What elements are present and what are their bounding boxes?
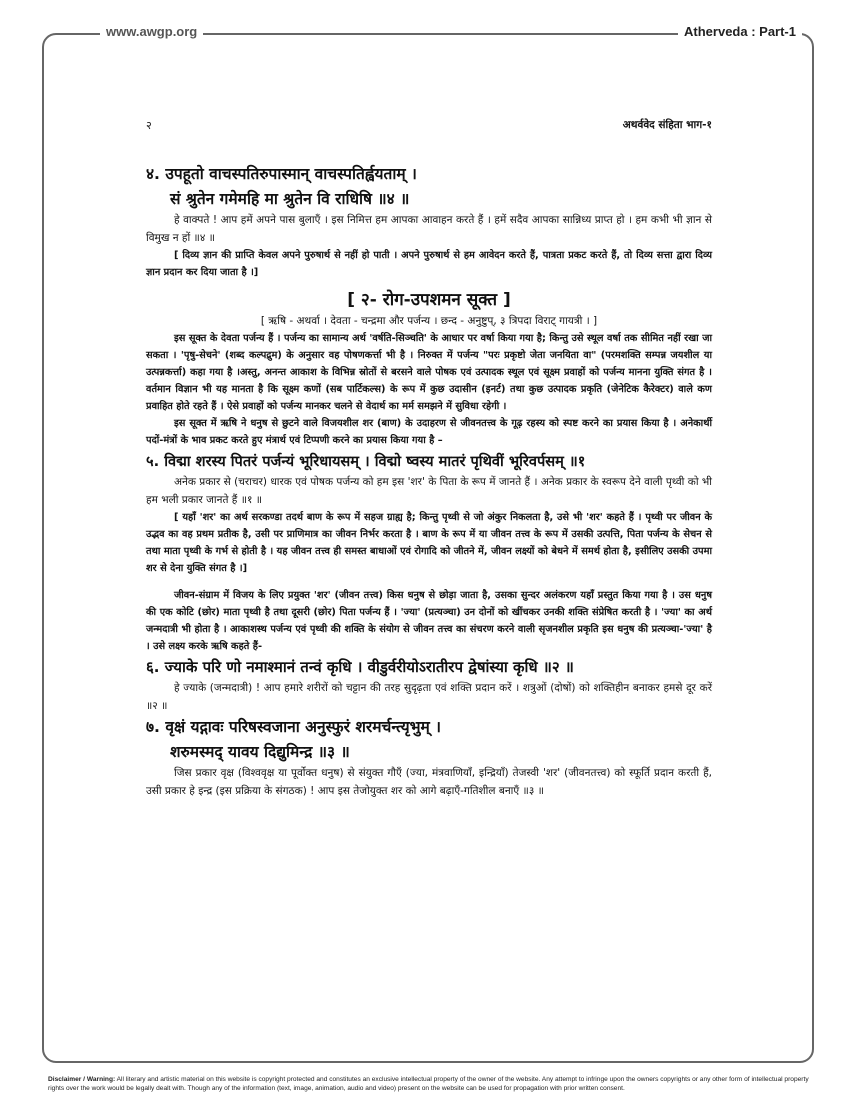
verse-1-meaning: अनेक प्रकार से (चराचर) धारक एवं पोषक पर्जन्य को हम इस 'शर' के पिता के रूप में जानते हैं । अनेक प्रकार के स्वरूप देने वाली पृथ्वी को भी हम भली प्रकार जानते हैं ॥१ ॥	[146, 476, 712, 506]
running-title: अथर्ववेद संहिता भाग-१	[622, 119, 712, 131]
book-title: Atherveda : Part-1	[678, 24, 802, 39]
sukta-intro-2: इस सूक्त में ऋषि ने धनुष से छुटने वाले विजयशील शर (बाण) के उदाहरण से जीवनतत्त्व के गूढ़ रहस्य को स्पष्ट करने का प्रयास किया है । अनेकार्थी पदों-मंत्रों के भाव प्रकट करते हुए मंत्रार्थ एवं टिप्पणी करने का प्रयास किया गया है –	[146, 418, 712, 446]
verse-2-line-1: ६. ज्याके परि णो नमाश्मानं तन्वं कृधि । वीडुर्वरीयोऽरातीरप द्वेषांस्या कृधि ॥२ ॥	[146, 658, 574, 676]
verse-3-line-2: शरुमस्मद् यावय दिद्युमिन्द्र ॥३ ॥	[170, 743, 350, 761]
verse-4-note: [ दिव्य ज्ञान की प्राप्ति केवल अपने पुरुषार्थ से नहीं हो पाती । अपने पुरुषार्थ से हम आवेदन करते हैं, पात्रता प्रकट करते हैं, तो दिव्य सत्ता द्वारा दिव्य ज्ञान प्रदान कर दिया जाता है ।]	[146, 250, 712, 278]
verse-1-paragraph: जीवन-संग्राम में विजय के लिए प्रयुक्त 'शर' (जीवन तत्त्व) किस धनुष से छोड़ा जाता है, उसका सुन्दर अलंकरण यहाँ प्रस्तुत किया गया है । उस धनुष की एक कोटि (छोर) माता पृथ्वी है तथा दूसरी (छोर) पिता पर्जन्य हैं । 'ज्या' (प्रत्यञ्चा) उन दोनों को खींचकर उनकी शक्ति संप्रेषित करती है । 'ज्या' का अर्थ जन्मदात्री भी होता है । आकाशस्थ पर्जन्य एवं पृथ्वी की शक्ति के संयोग से जीवन तत्त्व का संचरण करने वाली सृजनशील प्रकृति इस धनुष की प्रत्यञ्चा-'ज्या' है । उसे लक्ष्य करके ऋषि कहते हैं-	[146, 590, 712, 652]
page-content	[146, 118, 712, 800]
disclaimer-text: All literary and artistic material on this website is copyright protected and constitutes an exclusive intellectual property of the owner of the website. Any attempt to infringe upon the owners copyrights or any other form of intellectual property rights over the work would be legally dealt with. Though any of the information (text, image, animation, audio and video) present on the website can be used for propagation with prior written consent.	[48, 1076, 809, 1092]
verse-3-line-1: ७. वृक्षं यद्गावः परिषस्वजाना अनुस्फुरं शरमर्चन्त्यृभुम् ।	[146, 718, 442, 736]
verse-3-meaning: जिस प्रकार वृक्ष (विश्ववृक्ष या पूर्वोक्त धनुष) से संयुक्त गौएँ (ज्या, मंत्रवाणियाँ, इन्द्रियाँ) तेजस्वी 'शर' (जीवनतत्त्व) को स्फूर्ति प्रदान करती हैं, उसी प्रकार हे इन्द्र (इस प्रक्रिया के संगठक) ! आप इस तेजोयुक्त शर को आगे बढ़ाएँ-गतिशील बनाएँ ॥३ ॥	[146, 767, 712, 797]
verse-1-line-1: ५. विद्मा शरस्य पितरं पर्जन्यं भूरिधायसम् । विद्मो ष्वस्य मातरं पृथिवीं भूरिवर्पसम् ॥१	[146, 453, 586, 470]
verse-4-line-2: सं श्रुतेन गमेमहि मा श्रुतेन वि राधिषि ॥४ ॥	[170, 190, 410, 208]
sukta-intro-1: इस सूक्त के देवता पर्जन्य हैं । पर्जन्य का सामान्य अर्थ 'वर्षति-सिञ्चति' के आधार पर वर्षा किया गया है; किन्तु उसे स्थूल वर्षा तक सीमित नहीं रखा जा सकता । 'पृषु-सेचने' (शब्द कल्पद्रुम) के अनुसार वह पोषणकर्त्ता भी है । निरुक्त में पर्जन्य "परः प्रकृष्टो जेता जनयिता वा" (परमशक्ति सम्पन्न जयशील या उत्पन्नकर्त्ता) कहा गया है ।अस्तु, अनन्त आकाश के विभिन्न स्रोतों से बरसने वाले पोषक एवं उत्पादक स्थूल एवं सूक्ष्म प्रवाहों को पर्जन्य मानना युक्ति संगत है । वर्तमान विज्ञान भी यह मानता है कि सूक्ष्म कणों (सब पार्टिकल्स) के रूप में कुछ उदासीन (इनर्ट) तथा कुछ उत्पादक प्रकृति (जेनेटिक कैरेक्टर) वाले कण प्रवाहित होते रहते हैं । ऐसे प्रवाहों को पर्जन्य मानकर चलने से वेदार्थ का मर्म समझने में सुविधा रहेगी ।	[146, 333, 712, 412]
sukta-meta: [ ऋषि - अथर्वा । देवता - चन्द्रमा और पर्जन्य । छन्द - अनुष्टुप्, ३ त्रिपदा विराट् गायत्री । ]	[260, 315, 598, 327]
disclaimer	[48, 1075, 818, 1093]
verse-4-meaning: हे वाक्पते ! आप हमें अपने पास बुलाएँ । इस निमित्त हम आपका आवाहन करते हैं । हमें सदैव आपका सान्निध्य प्राप्त हो । हम कभी भी ज्ञान से विमुख न हों ॥४ ॥	[146, 214, 712, 244]
verse-1-note: [ यहाँ 'शर' का अर्थ सरकण्डा तदर्थ बाण के रूप में सहज ग्राह्य है; किन्तु पृथ्वी से जो अंकुर निकलता है, उसे भी 'शर' कहते हैं । पृथ्वी पर जीवन के उद्भव का वह प्रथम प्रतीक है, उसी पर प्राणिमात्र का जीवन निर्भर करता है । बाण के रूप में या जीवन तत्त्व के रूप में उसकी उत्पत्ति, पिता पर्जन्य के सेचन से तथा माता पृथ्वी के गर्भ से होती है । यह जीवन तत्त्व ही समस्त बाधाओं एवं रोगादि को जीतने में, जीवन लक्ष्यों को बेधने में समर्थ होता है, इसीलिए उसकी उपमा शर से देना युक्ति संगत है ।]	[146, 512, 712, 574]
page-number: २	[146, 119, 152, 132]
verse-4-line-1: ४. उपहूतो वाचस्पतिरुपास्मान् वाचस्पतिर्ह्वयताम् ।	[146, 165, 417, 183]
site-link[interactable]: www.awgp.org	[100, 24, 203, 39]
sukta-title: [ २- रोग-उपशमन सूक्त ]	[347, 290, 511, 310]
verse-2-meaning: हे ज्याके (जन्मदात्री) ! आप हमारे शरीरों को चट्टान की तरह सुदृढ़ता एवं शक्ति प्रदान करें । शत्रुओं (दोषों) को शक्तिहीन बनाकर हमसे दूर करें ॥२ ॥	[146, 682, 712, 712]
disclaimer-label: Disclaimer / Warning:	[48, 1076, 116, 1083]
